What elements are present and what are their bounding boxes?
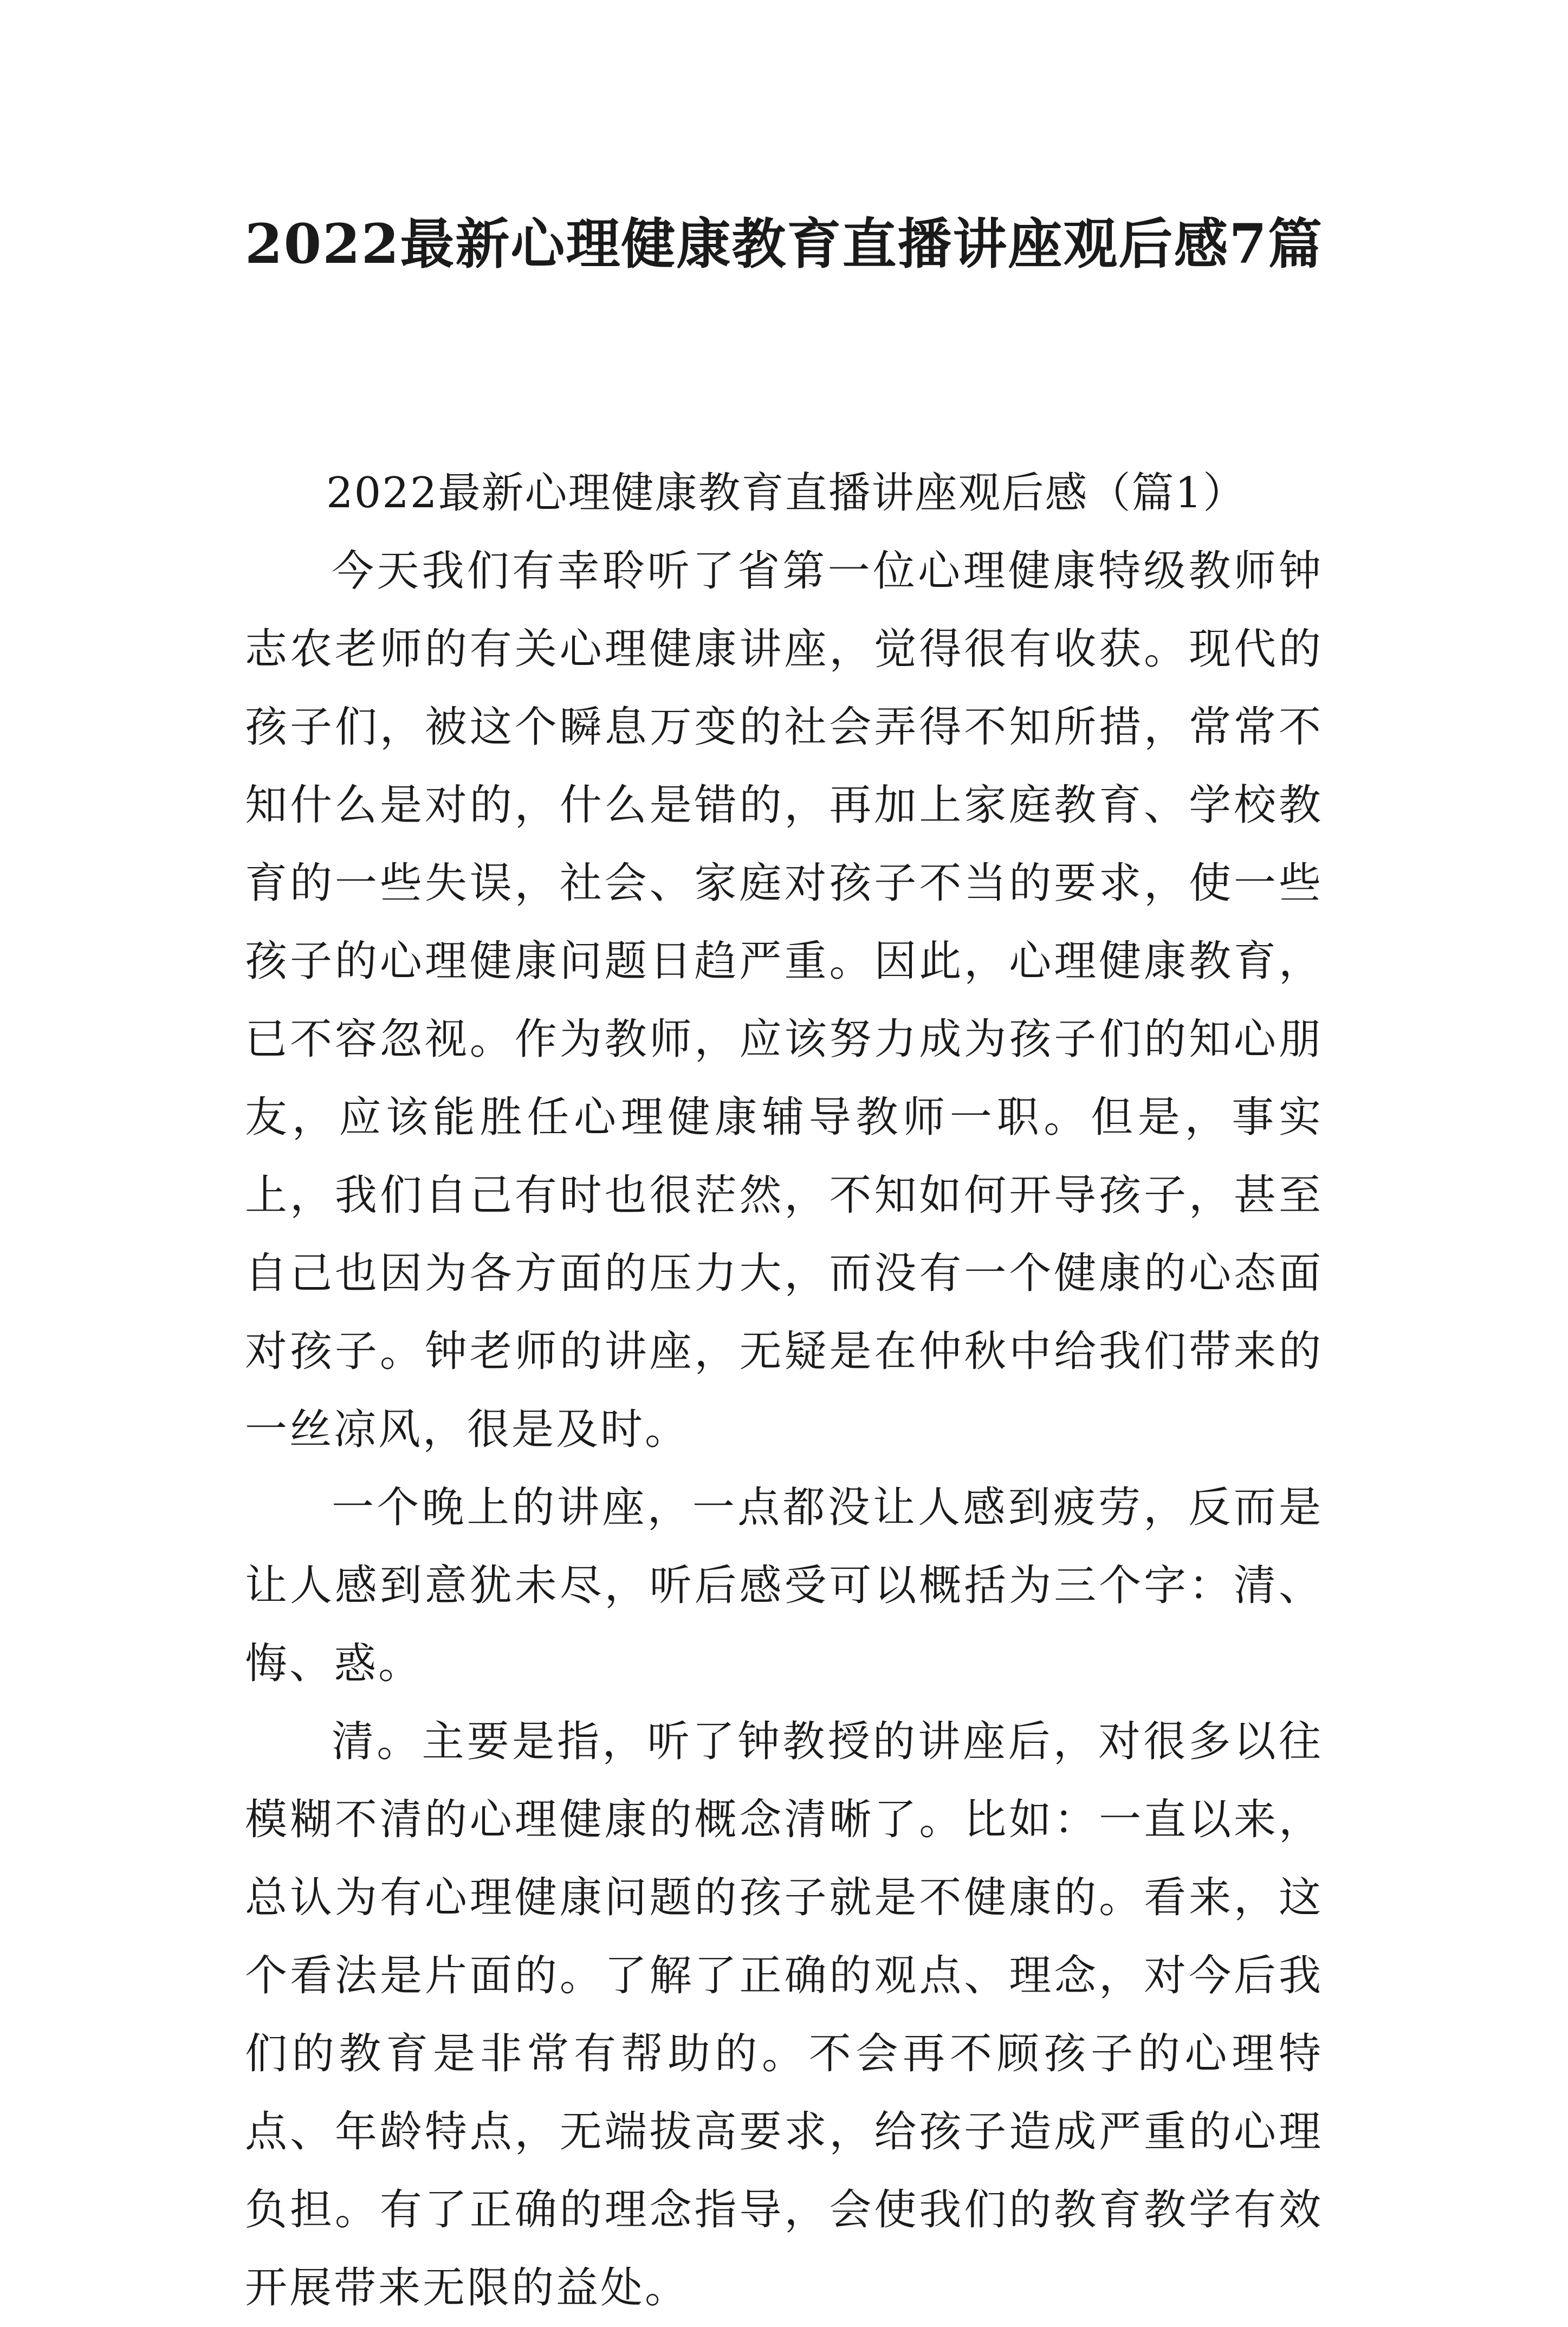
paragraph-3: 清。主要是指，听了钟教授的讲座后，对很多以往模糊不清的心理健康的概念清晰了。比如：一直以来，总认为有心理健康问题的孩子就是不健康的。看来，这个看法是片面的。了解了正确的观点、理念，对今后我们的教育是非常有帮助的。不会再不顾孩子的心理特点、年龄特点，无端拔高要求，给孩子造成严重的心理负担。有了正确的理念指导，会使我们的教育教学有效开展带来无限的益处。 xyxy=(245,1717,1323,2312)
document-title: 2022最新心理健康教育直播讲座观后感7篇 xyxy=(245,212,1323,276)
section-heading: 2022最新心理健康教育直播讲座观后感（篇1） xyxy=(326,469,1247,518)
paragraph-1: 今天我们有幸聆听了省第一位心理健康特级教师钟志农老师的有关心理健康讲座，觉得很有收获。现代的孩子们，被这个瞬息万变的社会弄得不知所措，常常不知什么是对的，什么是错的，再加上家庭教育、学校教育的一些失误，社会、家庭对孩子不当的要求，使一些孩子的心理健康问题日趋严重。因此，心理健康教育，已不容忽视。作为教师，应该努力成为孩子们的知心朋友，应该能胜任心理健康辅导教师一职。但是，事实上，我们自己有时也很茫然，不知如何开导孩子，甚至自己也因为各方面的压力大，而没有一个健康的心态面对孩子。钟老师的讲座，无疑是在仲秋中给我们带来的一丝凉风，很是及时。 xyxy=(245,547,1323,1454)
document-body xyxy=(245,454,1323,2327)
paragraph-2: 一个晚上的讲座，一点都没让人感到疲劳，反而是让人感到意犹未尽，听后感受可以概括为三个字：清、悔、惑。 xyxy=(245,1483,1323,1688)
